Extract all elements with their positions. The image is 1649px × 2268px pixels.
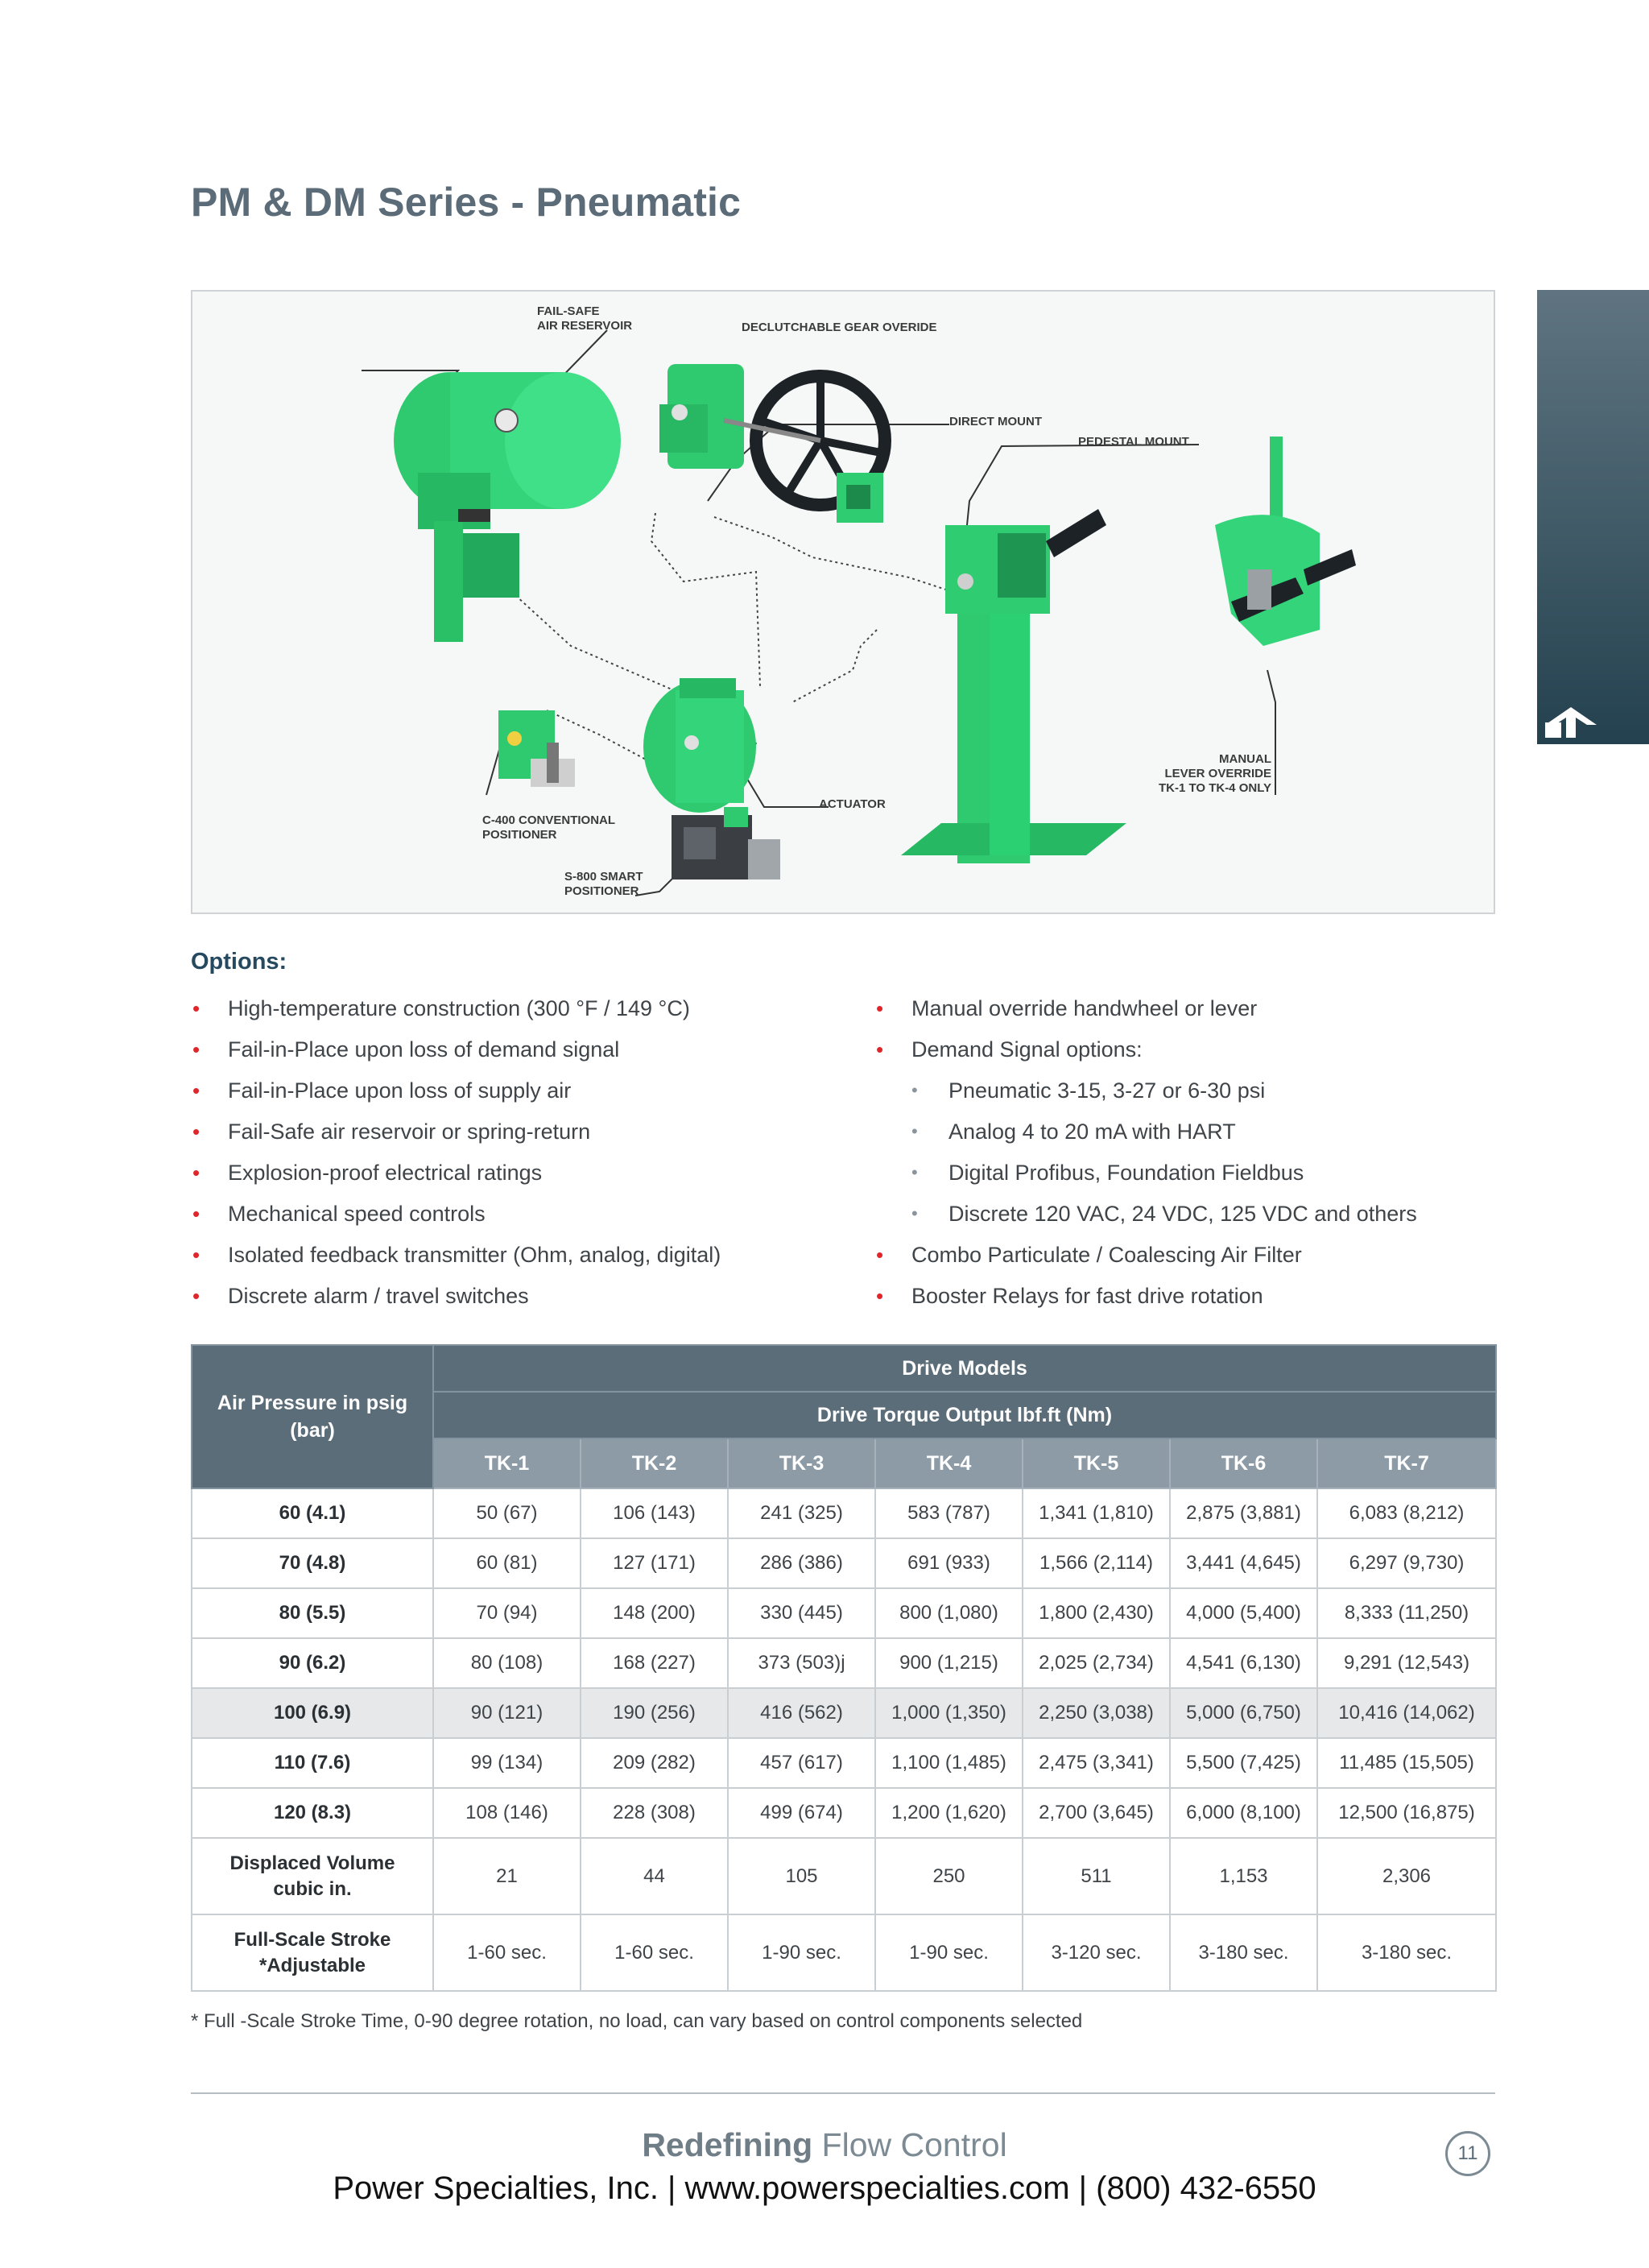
tagline-strong: Redefining <box>642 2126 813 2163</box>
option-item <box>191 1032 721 1073</box>
table-cell: 106 (143) <box>581 1488 728 1538</box>
bullet-icon: • <box>192 1078 200 1103</box>
callout-direct-mount: DIRECT MOUNT <box>949 415 1042 428</box>
side-tab <box>1537 290 1649 744</box>
table-cell: 90 (121) <box>433 1688 581 1738</box>
air-pressure-header: Air Pressure in psig (bar) <box>192 1345 433 1488</box>
table-row <box>192 1738 1496 1788</box>
bullet-icon: • <box>876 1037 884 1062</box>
table-cell: 800 (1,080) <box>875 1588 1023 1638</box>
option-item <box>191 1073 721 1114</box>
drive-torque-table <box>191 1344 1497 1992</box>
table-cell: 2,025 (2,734) <box>1023 1638 1170 1688</box>
option-text: Demand Signal options: <box>911 1037 1143 1062</box>
table-row <box>192 1688 1496 1738</box>
arrow-up-icon <box>1537 701 1605 738</box>
option-item <box>191 1196 721 1237</box>
table-cell: 2,475 (3,341) <box>1023 1738 1170 1788</box>
equipment-illustration <box>192 292 1497 916</box>
model-header-tk-1: TK-1 <box>433 1438 581 1488</box>
option-subitem <box>874 1196 1417 1237</box>
option-text: Discrete 120 VAC, 24 VDC, 125 VDC and others <box>948 1202 1417 1226</box>
tagline-rest: Flow Control <box>821 2126 1007 2163</box>
option-subitem <box>874 1073 1417 1114</box>
callout-actuator: ACTUATOR <box>819 797 886 811</box>
table-cell: 209 (282) <box>581 1738 728 1788</box>
callout-s800: S-800 SMART POSITIONER <box>564 870 643 898</box>
table-cell: 168 (227) <box>581 1638 728 1688</box>
option-text: Manual override handwheel or lever <box>911 996 1258 1020</box>
row-label: Displaced Volume cubic in. <box>192 1838 433 1914</box>
table-row <box>192 1488 1496 1538</box>
manual-lever-override <box>1215 437 1356 646</box>
direct-mount <box>837 473 883 523</box>
option-text: Fail-in-Place upon loss of demand signal <box>228 1037 620 1062</box>
table-cell: 8,333 (11,250) <box>1317 1588 1496 1638</box>
option-subitem <box>874 1155 1417 1196</box>
table-cell: 6,083 (8,212) <box>1317 1488 1496 1538</box>
table-cell: 2,250 (3,038) <box>1023 1688 1170 1738</box>
callout-fail-safe: FAIL-SAFE AIR RESERVOIR <box>537 304 633 333</box>
bullet-icon: • <box>192 1243 200 1267</box>
option-item <box>191 991 721 1032</box>
air-reservoir <box>394 372 621 642</box>
s800-positioner <box>672 807 780 879</box>
footer-tagline <box>0 2126 1649 2164</box>
row-label: 70 (4.8) <box>192 1538 433 1588</box>
row-label: Full-Scale Stroke *Adjustable <box>192 1914 433 1991</box>
option-text: Isolated feedback transmitter (Ohm, analog, digital) <box>228 1243 721 1267</box>
table-cell: 286 (386) <box>728 1538 875 1588</box>
table-cell: 583 (787) <box>875 1488 1023 1538</box>
c400-positioner <box>498 710 575 787</box>
table-cell: 2,700 (3,645) <box>1023 1788 1170 1838</box>
pedestal-mount <box>901 509 1126 863</box>
table-cell: 1-90 sec. <box>728 1914 875 1991</box>
table-cell: 44 <box>581 1838 728 1914</box>
table-row <box>192 1638 1496 1688</box>
table-cell: 1,341 (1,810) <box>1023 1488 1170 1538</box>
bullet-icon: • <box>911 1121 918 1141</box>
table-cell: 457 (617) <box>728 1738 875 1788</box>
table-cell: 1-90 sec. <box>875 1914 1023 1991</box>
torque-output-header: Drive Torque Output lbf.ft (Nm) <box>433 1392 1496 1438</box>
callout-pedestal-mount: PEDESTAL MOUNT <box>1078 435 1189 449</box>
option-text: Fail-in-Place upon loss of supply air <box>228 1078 572 1103</box>
model-header-tk-7: TK-7 <box>1317 1438 1496 1488</box>
option-item <box>874 1032 1417 1073</box>
options-list-right <box>874 991 1417 1319</box>
row-label: 80 (5.5) <box>192 1588 433 1638</box>
option-text: Fail-Safe air reservoir or spring-return <box>228 1120 591 1144</box>
table-cell: 190 (256) <box>581 1688 728 1738</box>
option-subitem <box>874 1114 1417 1155</box>
row-label: 100 (6.9) <box>192 1688 433 1738</box>
footer-divider <box>191 2092 1495 2094</box>
callout-manual-lever: MANUAL LEVER OVERRIDE TK-1 TO TK-4 ONLY <box>1158 752 1271 795</box>
bullet-icon: • <box>876 996 884 1020</box>
table-cell: 11,485 (15,505) <box>1317 1738 1496 1788</box>
table-cell: 241 (325) <box>728 1488 875 1538</box>
table-row <box>192 1588 1496 1638</box>
option-text: Analog 4 to 20 mA with HART <box>948 1120 1236 1144</box>
callout-c400: C-400 CONVENTIONAL POSITIONER <box>482 813 616 842</box>
bullet-icon: • <box>876 1284 884 1308</box>
table-cell: 70 (94) <box>433 1588 581 1638</box>
table-cell: 105 <box>728 1838 875 1914</box>
table-cell: 108 (146) <box>433 1788 581 1838</box>
option-text: Booster Relays for fast drive rotation <box>911 1284 1263 1308</box>
table-cell: 3,441 (4,645) <box>1170 1538 1317 1588</box>
table-cell: 1,800 (2,430) <box>1023 1588 1170 1638</box>
table-cell: 10,416 (14,062) <box>1317 1688 1496 1738</box>
table-cell: 50 (67) <box>433 1488 581 1538</box>
model-header-tk-3: TK-3 <box>728 1438 875 1488</box>
table-cell: 1,200 (1,620) <box>875 1788 1023 1838</box>
option-item <box>191 1114 721 1155</box>
option-item <box>874 1278 1417 1319</box>
page-number: 11 <box>1445 2131 1490 2176</box>
table-cell: 6,297 (9,730) <box>1317 1538 1496 1588</box>
table-cell: 12,500 (16,875) <box>1317 1788 1496 1838</box>
table-cell: 127 (171) <box>581 1538 728 1588</box>
option-item <box>191 1237 721 1278</box>
table-cell: 228 (308) <box>581 1788 728 1838</box>
bullet-icon: • <box>192 1202 200 1226</box>
table-cell: 80 (108) <box>433 1638 581 1688</box>
table-cell: 1-60 sec. <box>581 1914 728 1991</box>
table-cell: 99 (134) <box>433 1738 581 1788</box>
option-text: Mechanical speed controls <box>228 1202 486 1226</box>
table-cell: 3-180 sec. <box>1170 1914 1317 1991</box>
table-cell: 691 (933) <box>875 1538 1023 1588</box>
table-cell: 1,100 (1,485) <box>875 1738 1023 1788</box>
option-item <box>191 1278 721 1319</box>
option-text: Discrete alarm / travel switches <box>228 1284 529 1308</box>
model-header-tk-5: TK-5 <box>1023 1438 1170 1488</box>
table-cell: 5,500 (7,425) <box>1170 1738 1317 1788</box>
options-heading: Options: <box>191 949 287 975</box>
table-cell: 1,566 (2,114) <box>1023 1538 1170 1588</box>
table-cell: 1-60 sec. <box>433 1914 581 1991</box>
actuator <box>643 678 756 813</box>
bullet-icon: • <box>192 1120 200 1144</box>
table-cell: 511 <box>1023 1838 1170 1914</box>
model-header-tk-6: TK-6 <box>1170 1438 1317 1488</box>
drive-models-header: Drive Models <box>433 1345 1496 1392</box>
callout-gear-override: DECLUTCHABLE GEAR OVERIDE <box>742 321 937 334</box>
table-cell: 1,153 <box>1170 1838 1317 1914</box>
table-cell: 9,291 (12,543) <box>1317 1638 1496 1688</box>
table-cell: 60 (81) <box>433 1538 581 1588</box>
option-item <box>874 1237 1417 1278</box>
footer-contact: Power Specialties, Inc. | www.powerspecialties.com | (800) 432-6550 <box>333 2171 1316 2206</box>
table-cell: 2,306 <box>1317 1838 1496 1914</box>
options-list-left <box>191 991 721 1319</box>
table-cell: 416 (562) <box>728 1688 875 1738</box>
table-cell: 250 <box>875 1838 1023 1914</box>
product-options-diagram <box>191 290 1495 914</box>
bullet-icon: • <box>911 1080 918 1100</box>
row-label: 90 (6.2) <box>192 1638 433 1688</box>
option-text: Combo Particulate / Coalescing Air Filter <box>911 1243 1302 1267</box>
table-row <box>192 1914 1496 1991</box>
bullet-icon: • <box>192 1284 200 1308</box>
table-cell: 148 (200) <box>581 1588 728 1638</box>
row-label: 60 (4.1) <box>192 1488 433 1538</box>
option-text: High-temperature construction (300 °F / 149 °C) <box>228 996 690 1020</box>
model-header-tk-4: TK-4 <box>875 1438 1023 1488</box>
table-cell: 499 (674) <box>728 1788 875 1838</box>
option-text: Explosion-proof electrical ratings <box>228 1161 543 1185</box>
bullet-icon: • <box>192 1161 200 1185</box>
table-cell: 4,000 (5,400) <box>1170 1588 1317 1638</box>
bullet-icon: • <box>876 1243 884 1267</box>
table-cell: 5,000 (6,750) <box>1170 1688 1317 1738</box>
table-cell: 3-120 sec. <box>1023 1914 1170 1991</box>
table-cell: 6,000 (8,100) <box>1170 1788 1317 1838</box>
table-cell: 4,541 (6,130) <box>1170 1638 1317 1688</box>
row-label: 110 (7.6) <box>192 1738 433 1788</box>
bullet-icon: • <box>911 1162 918 1182</box>
table-row <box>192 1788 1496 1838</box>
bullet-icon: • <box>192 996 200 1020</box>
table-cell: 21 <box>433 1838 581 1914</box>
model-header-tk-2: TK-2 <box>581 1438 728 1488</box>
table-cell: 1,000 (1,350) <box>875 1688 1023 1738</box>
table-row <box>192 1838 1496 1914</box>
table-cell: 2,875 (3,881) <box>1170 1488 1317 1538</box>
bullet-icon: • <box>192 1037 200 1062</box>
option-text: Pneumatic 3-15, 3-27 or 6-30 psi <box>948 1078 1266 1103</box>
table-cell: 373 (503)j <box>728 1638 875 1688</box>
table-footnote: * Full -Scale Stroke Time, 0-90 degree rotation, no load, can vary based on control components selected <box>191 2010 1083 2032</box>
option-item <box>874 991 1417 1032</box>
table-cell: 3-180 sec. <box>1317 1914 1496 1991</box>
option-item <box>191 1155 721 1196</box>
table-row <box>192 1538 1496 1588</box>
table-cell: 900 (1,215) <box>875 1638 1023 1688</box>
table-cell: 330 (445) <box>728 1588 875 1638</box>
bullet-icon: • <box>911 1203 918 1223</box>
option-text: Digital Profibus, Foundation Fieldbus <box>948 1161 1304 1185</box>
table-body <box>192 1488 1496 1991</box>
page-title: PM & DM Series - Pneumatic <box>191 180 742 225</box>
row-label: 120 (8.3) <box>192 1788 433 1838</box>
